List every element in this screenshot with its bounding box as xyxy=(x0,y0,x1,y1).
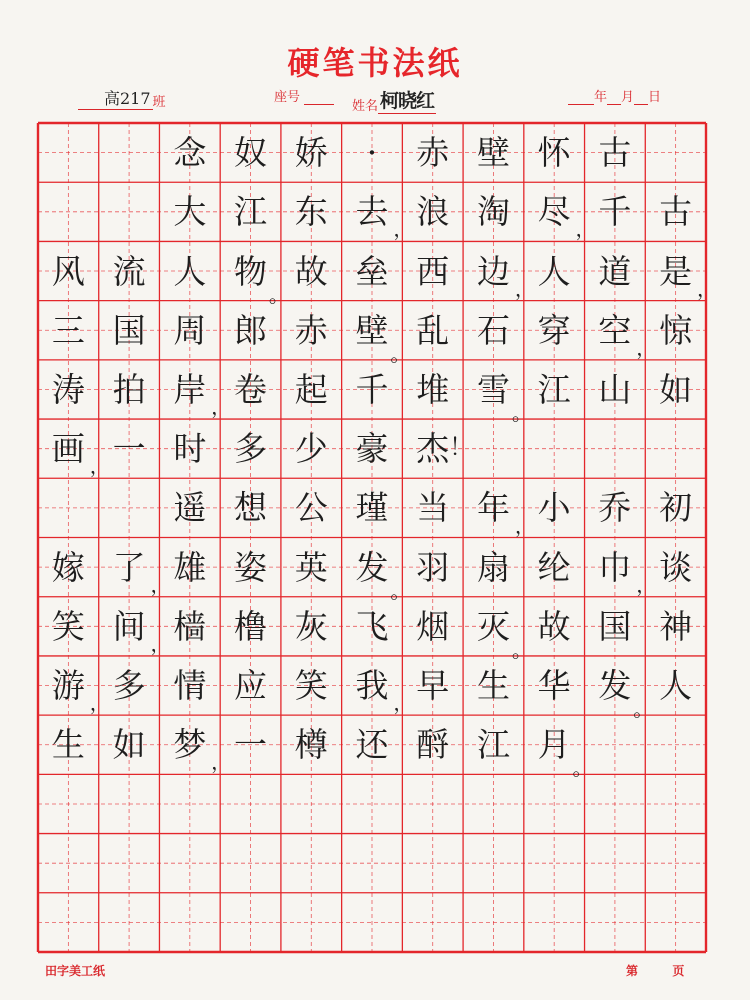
page-number-field xyxy=(626,962,684,979)
written-character: 想 xyxy=(234,488,268,528)
written-character: 纶 xyxy=(537,547,571,587)
written-character: 烟 xyxy=(416,606,450,646)
punctuation-mark: ， xyxy=(514,276,535,301)
written-character: 羽 xyxy=(416,547,450,587)
written-character: 惊 xyxy=(659,310,693,350)
written-character: 山 xyxy=(598,369,632,409)
written-character: 一 xyxy=(234,725,268,765)
written-character: 大 xyxy=(173,192,207,232)
written-character: 生 xyxy=(476,666,510,706)
written-character: 英 xyxy=(294,547,328,587)
seat-label: 座号 xyxy=(274,90,301,105)
written-character: 石 xyxy=(476,310,510,350)
punctuation-mark: ， xyxy=(636,572,657,597)
written-character: 瑾 xyxy=(355,488,389,528)
written-character: 画 xyxy=(51,429,85,469)
written-character: 早 xyxy=(416,666,450,706)
name-value: 柯晓红 xyxy=(378,86,436,114)
written-character: 应 xyxy=(234,666,268,706)
written-character: 西 xyxy=(416,251,450,291)
punctuation-mark: ， xyxy=(697,276,717,301)
written-character: 华 xyxy=(537,666,571,706)
punctuation-mark: 。 xyxy=(268,282,289,307)
written-character: 千 xyxy=(355,369,389,409)
written-character: 娇 xyxy=(294,133,328,173)
written-character: 发 xyxy=(598,666,632,706)
written-character: 流 xyxy=(112,251,146,291)
written-character: 初 xyxy=(659,488,693,528)
written-character: 浪 xyxy=(416,192,450,232)
punctuation-mark: ， xyxy=(89,691,110,716)
punctuation-mark: ！ xyxy=(449,433,474,462)
class-label: 班 xyxy=(152,95,166,110)
page-title: 硬笔书法纸 xyxy=(287,44,463,82)
written-character: 嫁 xyxy=(51,547,85,587)
written-character: 月 xyxy=(537,725,571,765)
written-character: 故 xyxy=(537,606,571,646)
written-character: 飞 xyxy=(355,606,389,646)
written-character: 念 xyxy=(173,133,207,173)
written-character: 间 xyxy=(112,606,146,646)
written-character: 国 xyxy=(598,606,632,646)
written-character: 豪 xyxy=(355,429,389,469)
written-character: 樯 xyxy=(173,606,207,646)
written-character: 江 xyxy=(476,725,510,765)
punctuation-mark: ， xyxy=(211,395,232,420)
written-character: 垒 xyxy=(355,251,389,291)
punctuation-mark: ， xyxy=(150,572,171,597)
written-character: 是 xyxy=(659,251,693,291)
written-character: 生 xyxy=(51,725,85,765)
written-character: 灭 xyxy=(476,606,510,646)
written-character: 橹 xyxy=(234,606,268,646)
day-label: 日 xyxy=(648,90,662,105)
punctuation-mark: ， xyxy=(514,513,535,538)
written-character: 古 xyxy=(659,192,693,232)
class-value: 高217 xyxy=(102,86,153,110)
punctuation-mark: ， xyxy=(150,631,171,656)
punctuation-mark: ， xyxy=(575,217,596,242)
punctuation-mark: 。 xyxy=(511,637,532,662)
written-character: 神 xyxy=(659,606,693,646)
written-character: 如 xyxy=(112,725,146,765)
written-character: 如 xyxy=(659,369,693,409)
written-character: 拍 xyxy=(112,369,146,409)
written-character: 笑 xyxy=(51,606,85,646)
written-character: 笑 xyxy=(294,666,328,706)
punctuation-mark: 。 xyxy=(390,341,411,366)
written-character: 去 xyxy=(355,192,389,232)
written-character: 雄 xyxy=(173,547,207,587)
written-character: 乱 xyxy=(416,310,450,350)
written-character: 酹 xyxy=(416,725,450,765)
written-character: 怀 xyxy=(537,133,571,173)
punctuation-mark: ， xyxy=(89,454,110,479)
punctuation-mark: 。 xyxy=(390,578,411,603)
written-character: 起 xyxy=(294,369,328,409)
written-character: 公 xyxy=(294,488,328,528)
written-character: 人 xyxy=(659,666,693,706)
written-character: 人 xyxy=(537,251,571,291)
written-character: 东 xyxy=(294,192,328,232)
written-character: 赤 xyxy=(294,310,328,350)
written-character: 了 xyxy=(112,547,146,587)
written-character: 遥 xyxy=(173,488,207,528)
written-character: 年 xyxy=(476,488,510,528)
written-character: 空 xyxy=(598,310,632,350)
written-character: 郎 xyxy=(234,310,268,350)
written-character: 姿 xyxy=(234,547,268,587)
written-character: 梦 xyxy=(173,725,207,765)
written-character: 时 xyxy=(173,429,207,469)
written-character: 雪 xyxy=(476,369,510,409)
written-character: 樽 xyxy=(294,725,328,765)
written-character: 江 xyxy=(537,369,571,409)
written-character: 杰 xyxy=(416,429,450,469)
written-character: 故 xyxy=(294,251,328,291)
written-character: 巾 xyxy=(598,547,632,587)
year-label: 年 xyxy=(594,90,608,105)
written-character: 赤 xyxy=(416,133,450,173)
punctuation-mark: 。 xyxy=(572,756,593,781)
written-character: 堆 xyxy=(416,369,450,409)
written-character: 岸 xyxy=(173,369,207,409)
written-character: 谈 xyxy=(659,547,693,587)
paper-name: 田字美工纸 xyxy=(45,964,106,978)
punctuation-mark: ， xyxy=(393,217,414,242)
written-character: 一 xyxy=(112,429,146,469)
written-character: 淘 xyxy=(476,192,510,232)
written-character: 壁 xyxy=(355,310,389,350)
punctuation-mark: ， xyxy=(393,691,414,716)
written-character: 道 xyxy=(598,251,632,291)
written-character: 还 xyxy=(355,725,389,765)
page-suffix: 页 xyxy=(672,964,685,978)
punctuation-mark: ， xyxy=(636,335,657,360)
written-character: · xyxy=(366,133,378,173)
punctuation-mark: ， xyxy=(211,750,232,775)
written-character: 穿 xyxy=(537,310,571,350)
written-character: 边 xyxy=(476,251,510,291)
written-character: 千 xyxy=(598,192,632,232)
written-character: 国 xyxy=(112,310,146,350)
written-character: 奴 xyxy=(234,133,268,173)
written-character: 卷 xyxy=(234,369,268,409)
written-character: 古 xyxy=(598,133,632,173)
written-character: 灰 xyxy=(294,606,328,646)
written-character: 情 xyxy=(173,666,207,706)
written-character: 风 xyxy=(51,251,85,291)
written-character: 涛 xyxy=(51,369,85,409)
written-character: 三 xyxy=(51,310,85,350)
written-character: 物 xyxy=(234,251,268,291)
written-character: 扇 xyxy=(476,547,510,587)
written-character: 发 xyxy=(355,547,389,587)
written-character: 壁 xyxy=(476,133,510,173)
written-character: 小 xyxy=(537,488,571,528)
page-prefix: 第 xyxy=(626,964,639,978)
written-character: 周 xyxy=(173,310,207,350)
written-character: 游 xyxy=(51,666,85,706)
name-label: 姓名 xyxy=(352,99,379,114)
month-label: 月 xyxy=(621,90,635,105)
written-character: 尽 xyxy=(537,192,571,232)
written-character: 多 xyxy=(112,666,146,706)
written-character: 少 xyxy=(294,429,328,469)
written-character: 江 xyxy=(234,192,268,232)
written-character: 当 xyxy=(416,488,450,528)
written-character: 我 xyxy=(355,666,389,706)
punctuation-mark: 。 xyxy=(511,401,532,426)
punctuation-mark: 。 xyxy=(633,697,654,722)
written-character: 人 xyxy=(173,251,207,291)
written-character: 乔 xyxy=(598,488,632,528)
written-character: 多 xyxy=(234,429,268,469)
